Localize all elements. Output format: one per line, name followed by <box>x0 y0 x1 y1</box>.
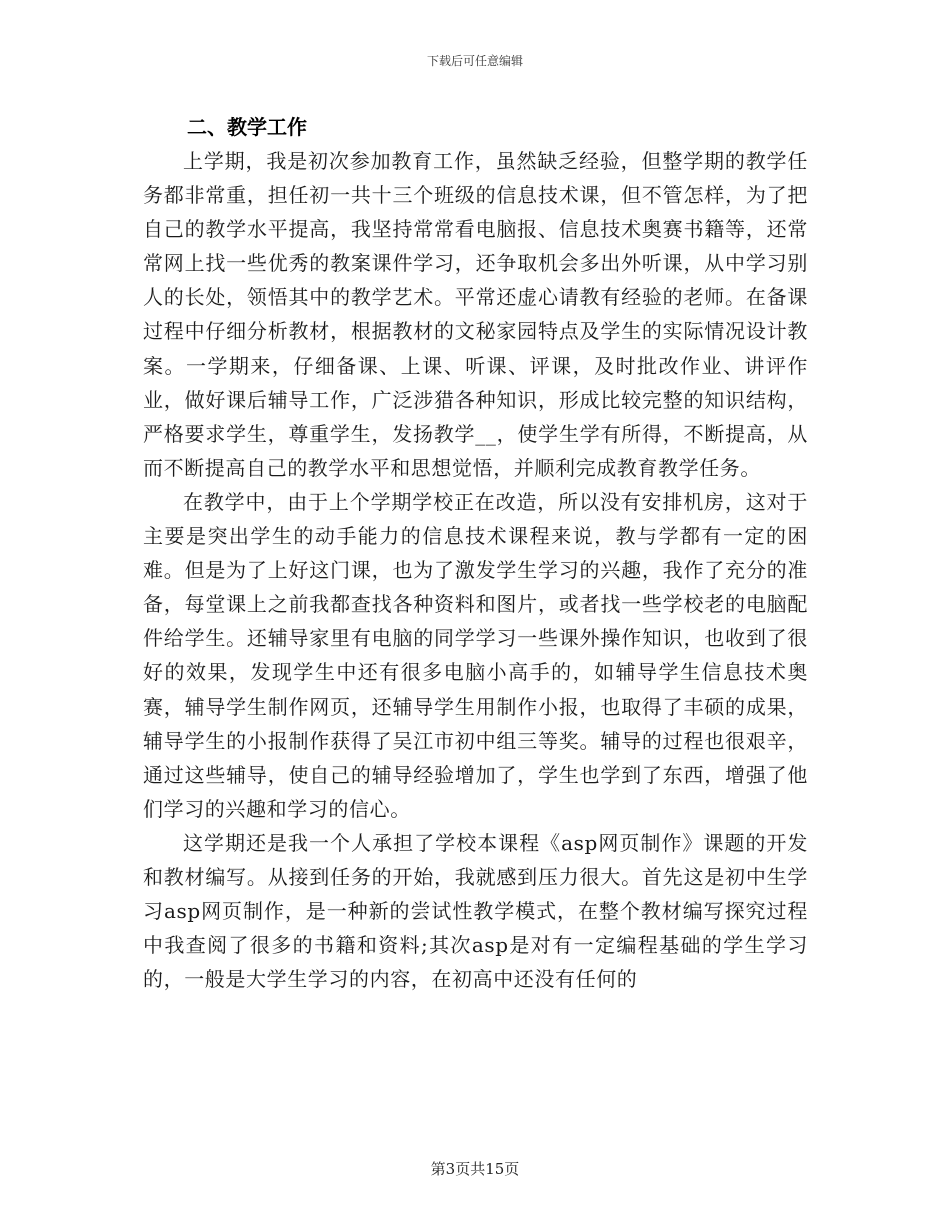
page-number: 第3页共15页 <box>430 1160 520 1178</box>
header-note: 下载后可任意编辑 <box>426 54 523 68</box>
paragraph-3: 这学期还是我一个人承担了学校本课程《asp网页制作》课题的开发和教材编写。从接到任务的开始，我就感到压力很大。首先这是初中生学习asp网页制作，是一种新的尝试性教学模式，在整个教材编写探究过程中我查阅了很多的书籍和资料;其次asp是对有一定编程基础的学生学习的，一般是大学生学习的内容，在初高中还没有任何的 <box>143 830 808 992</box>
section-heading: 二、教学工作 <box>187 115 307 139</box>
document-body <box>143 110 808 996</box>
paragraph-2: 在教学中，由于上个学期学校正在改造，所以没有安排机房，这对于主要是突出学生的动手能力的信息技术课程来说，教与学都有一定的困难。但是为了上好这门课，也为了激发学生学习的兴趣，我作了充分的准备，每堂课上之前我都查找各种资料和图片，或者找一些学校老的电脑配件给学生。还辅导家里有电脑的同学学习一些课外操作知识，也收到了很好的效果，发现学生中还有很多电脑小高手的，如辅导学生信息技术奥赛，辅导学生制作网页，还辅导学生用制作小报，也取得了丰硕的成果，辅导学生的小报制作获得了吴江市初中组三等奖。辅导的过程也很艰辛，通过这些辅导，使自己的辅导经验增加了，学生也学到了东西，增强了他们学习的兴趣和学习的信心。 <box>143 489 808 821</box>
paragraph-1: 上学期，我是初次参加教育工作，虽然缺乏经验，但整学期的教学任务都非常重，担任初一共十三个班级的信息技术课，但不管怎样，为了把自己的教学水平提高，我坚持常常看电脑报、信息技术奥赛书籍等，还常常网上找一些优秀的教案课件学习，还争取机会多出外听课，从中学习别人的长处，领悟其中的教学艺术。平常还虚心请教有经验的老师。在备课过程中仔细分析教材，根据教材的文秘家园特点及学生的实际情况设计教案。一学期来，仔细备课、上课、听课、评课，及时批改作业、讲评作业，做好课后辅导工作，广泛涉猎各种知识，形成比较完整的知识结构，严格要求学生，尊重学生，发扬教学__，使学生学有所得，不断提高，从而不断提高自己的教学水平和思想觉悟，并顺利完成教育教学任务。 <box>143 149 808 480</box>
